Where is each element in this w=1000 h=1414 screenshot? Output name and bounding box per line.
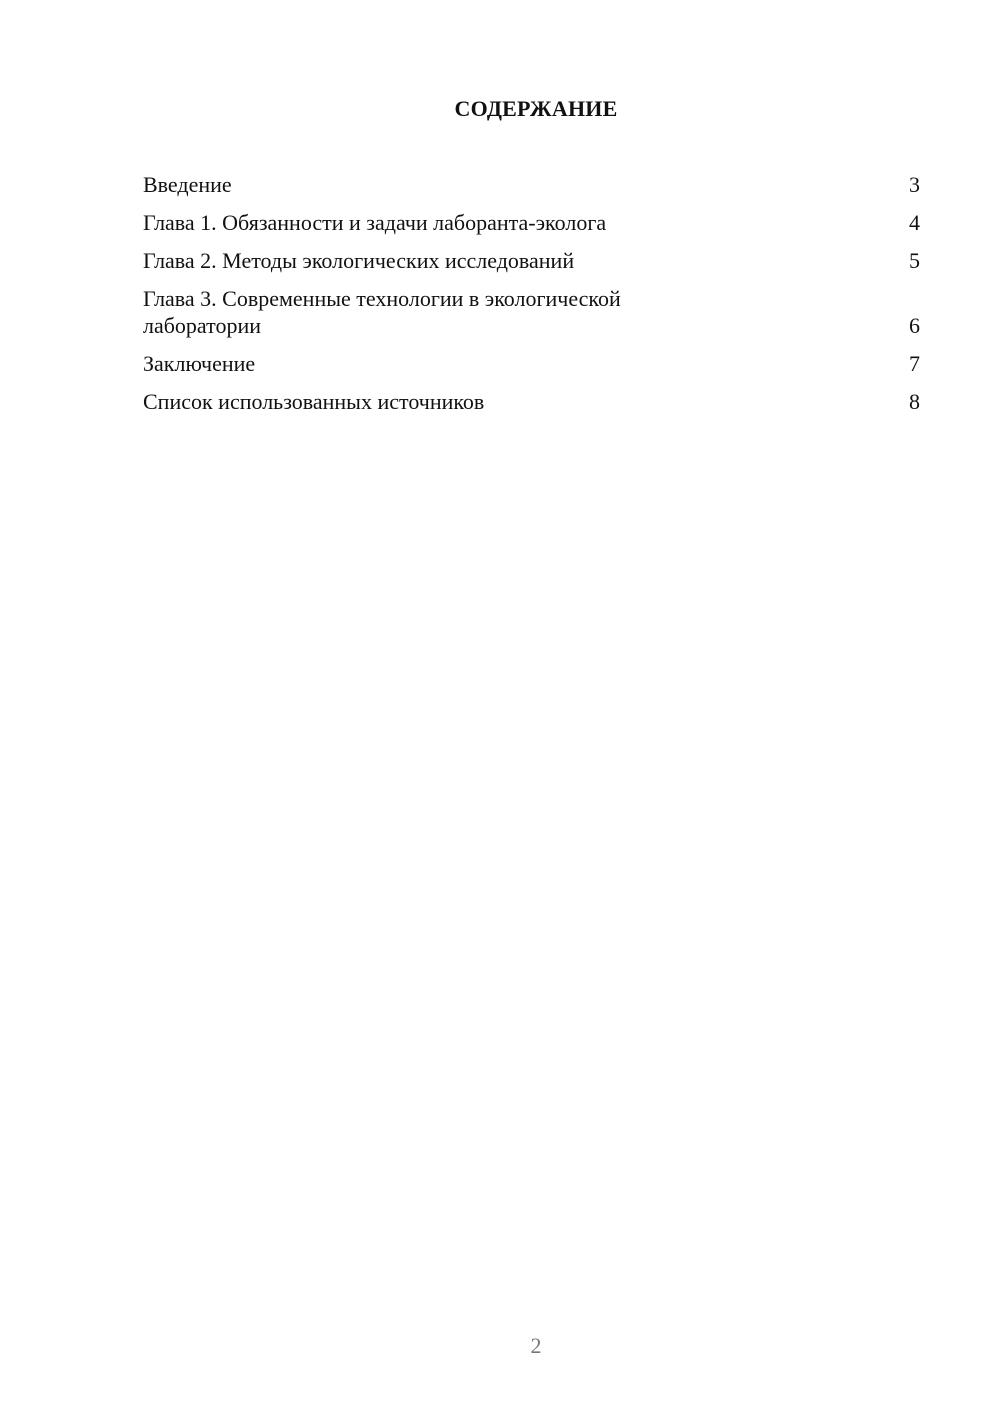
toc-entry-page-number: 6: [909, 313, 920, 338]
toc-entry-title: Глава 2. Методы экологических исследований: [143, 248, 575, 273]
toc-entry-chapter-3[interactable]: [143, 285, 920, 339]
toc-heading: СОДЕРЖАНИЕ: [454, 96, 618, 121]
toc-entry-title: Глава 1. Обязанности и задачи лаборанта-эколога: [143, 210, 607, 235]
toc-entry-page-number: 8: [909, 389, 920, 414]
toc-entry-conclusion[interactable]: [143, 350, 920, 377]
toc-entry-chapter-2[interactable]: [143, 247, 920, 274]
toc-entry-title: Глава 3. Современные технологии в экологической лаборатории: [143, 286, 621, 338]
toc-entry-title: Введение: [143, 172, 232, 197]
toc-entry-references[interactable]: [143, 388, 920, 415]
toc-entry-title: Список использованных источников: [143, 389, 485, 414]
toc-entry-chapter-1[interactable]: [143, 209, 920, 236]
toc-entry-page-number: 4: [909, 210, 920, 235]
toc-entry-page-number: 7: [909, 351, 920, 376]
page-number: 2: [530, 1333, 542, 1358]
table-of-contents: [143, 171, 920, 426]
toc-entry-introduction[interactable]: [143, 171, 920, 198]
toc-entry-page-number: 5: [909, 248, 920, 273]
toc-entry-page-number: 3: [909, 172, 920, 197]
toc-entry-title: Заключение: [143, 351, 256, 376]
